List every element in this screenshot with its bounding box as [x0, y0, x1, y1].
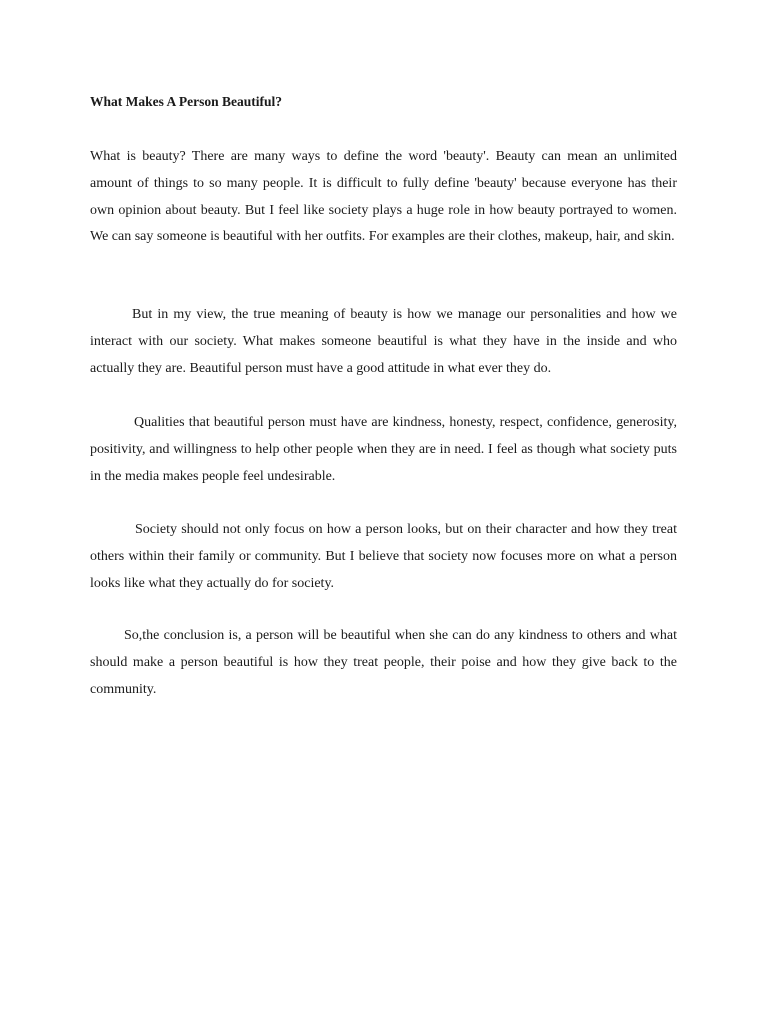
paragraph-1: What is beauty? There are many ways to define the word 'beauty'. Beauty can mean an unlimited amount of things to so many people. It is difficult to fully define 'beauty' because everyone has their own opinion about beauty. But I feel like society plays a huge role in how beauty portrayed to women. We can say someone is beautiful with her outfits. For examples are their clothes, makeup, hair, and skin.	[90, 149, 677, 245]
paragraph-4: Society should not only focus on how a person looks, but on their character and how they treat others within their family or community. But I believe that society now focuses more on what a person looks like what they actually do for society.	[90, 522, 677, 591]
paragraph-5: So,the conclusion is, a person will be beautiful when she can do any kindness to others and what should make a person beautiful is how they treat people, their poise and how they give back to the community.	[90, 628, 677, 697]
paragraph-3: Qualities that beautiful person must have are kindness, honesty, respect, confidence, generosity, positivity, and willingness to help other people when they are in need. I feel as though what society puts in the media makes people feel undesirable.	[90, 415, 677, 484]
paragraph-2: But in my view, the true meaning of beauty is how we manage our personalities and how we interact with our society. What makes someone beautiful is what they have in the inside and who actually they are. Beautiful person must have a good attitude in what ever they do.	[90, 307, 677, 376]
document-title: What Makes A Person Beautiful?	[90, 94, 283, 109]
